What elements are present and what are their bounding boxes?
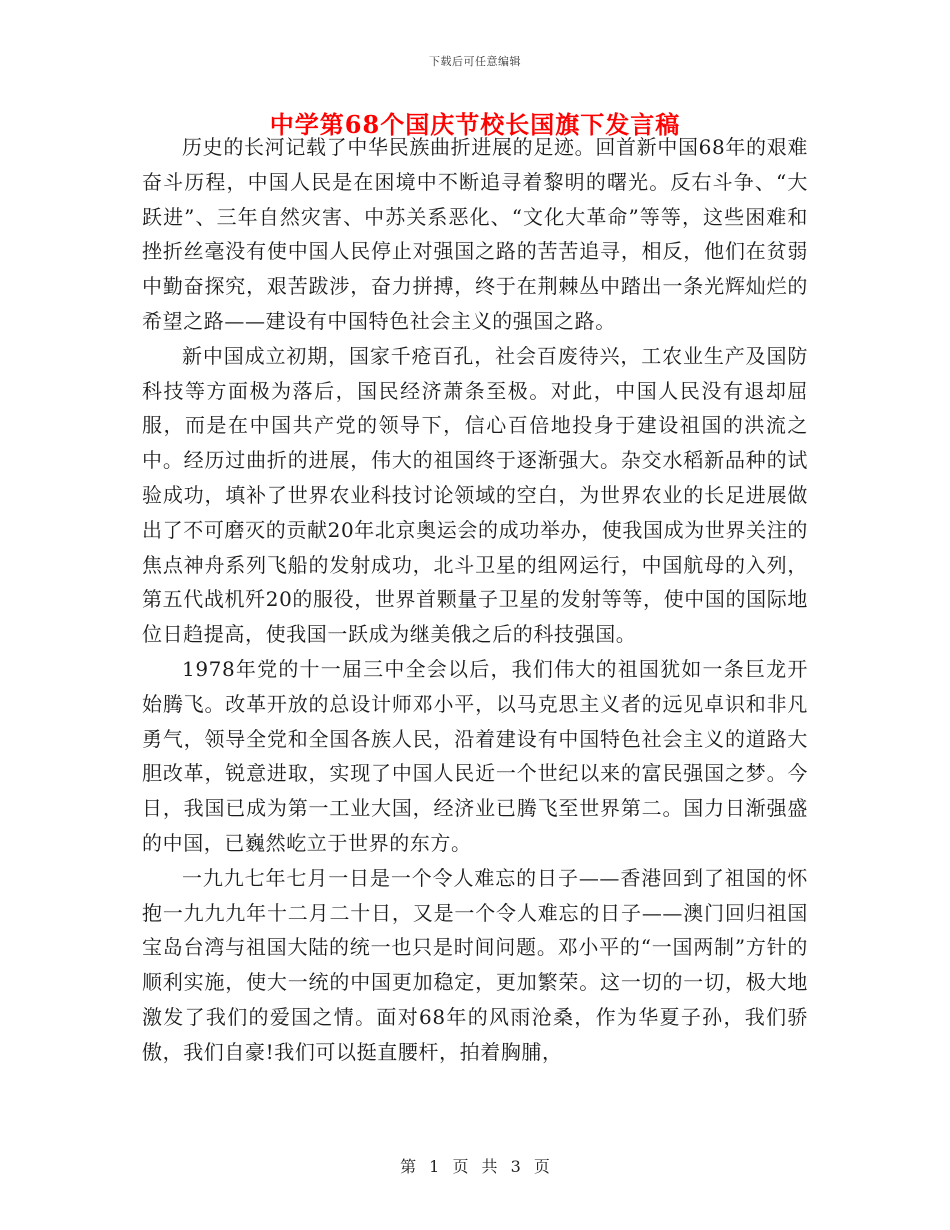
- paragraph-2: 新中国成立初期，国家千疮百孔，社会百废待兴，工农业生产及国防科技等方面极为落后，国民经济萧条至极。对此，中国人民没有退却屈服，而是在中国共产党的领导下，信心百倍地投身于建设祖国的洪流之中。经历过曲折的进展，伟大的祖国终于逐渐强大。杂交水稻新品种的试验成功，填补了世界农业科技讨论领域的空白，为世界农业的长足进展做出了不可磨灭的贡献20年北京奥运会的成功举办，使我国成为世界关注的焦点神舟系列飞船的发射成功，北斗卫星的组网运行，中国航母的入列，第五代战机歼20的服役，世界首颗量子卫星的发射等等，使中国的国际地位日趋提高，使我国一跃成为继美俄之后的科技强国。: [142, 343, 808, 647]
- document-title: 中学第68个国庆节校长国旗下发言稿: [269, 110, 681, 139]
- paragraph-1: 历史的长河记载了中华民族曲折进展的足迹。回首新中国68年的艰难奋斗历程，中国人民是在困境中不断追寻着黎明的曙光。反右斗争、“大跃进”、三年自然灾害、中苏关系恶化、“文化大革命”等等，这些困难和挫折丝毫没有使中国人民停止对强国之路的苦苦追寻，相反，他们在贫弱中勤奋探究，艰苦跋涉，奋力拼搏，终于在荆棘丛中踏出一条光辉灿烂的希望之路——建设有中国特色社会主义的强国之路。: [142, 135, 808, 333]
- document-body: [142, 130, 808, 1070]
- page-footer: 第 1 页 共 3 页: [400, 1157, 550, 1176]
- paragraph-4: 一九九七年七月一日是一个令人难忘的日子——香港回到了祖国的怀抱一九九九年十二月二十日，又是一个令人难忘的日子——澳门回归祖国宝岛台湾与祖国大陆的统一也只是时间问题。邓小平的“一国两制”方针的顺利实施，使大一统的中国更加稳定，更加繁荣。这一切的一切，极大地激发了我们的爱国之情。面对68年的风雨沧桑，作为华夏子孙，我们骄傲，我们自豪!我们可以挺直腰杆，拍着胸脯，: [142, 865, 808, 1064]
- paragraph-3: 1978年党的十一届三中全会以后，我们伟大的祖国犹如一条巨龙开始腾飞。改革开放的总设计师邓小平，以马克思主义者的远见卓识和非凡勇气，领导全党和全国各族人民，沿着建设有中国特色社会主义的道路大胆改革，锐意进取，实现了中国人民近一个世纪以来的富民强国之梦。今日，我国已成为第一工业大国，经济业已腾飞至世界第二。国力日渐强盛的中国，已巍然屹立于世界的东方。: [142, 656, 808, 855]
- page-header: 下载后可任意编辑: [429, 55, 521, 68]
